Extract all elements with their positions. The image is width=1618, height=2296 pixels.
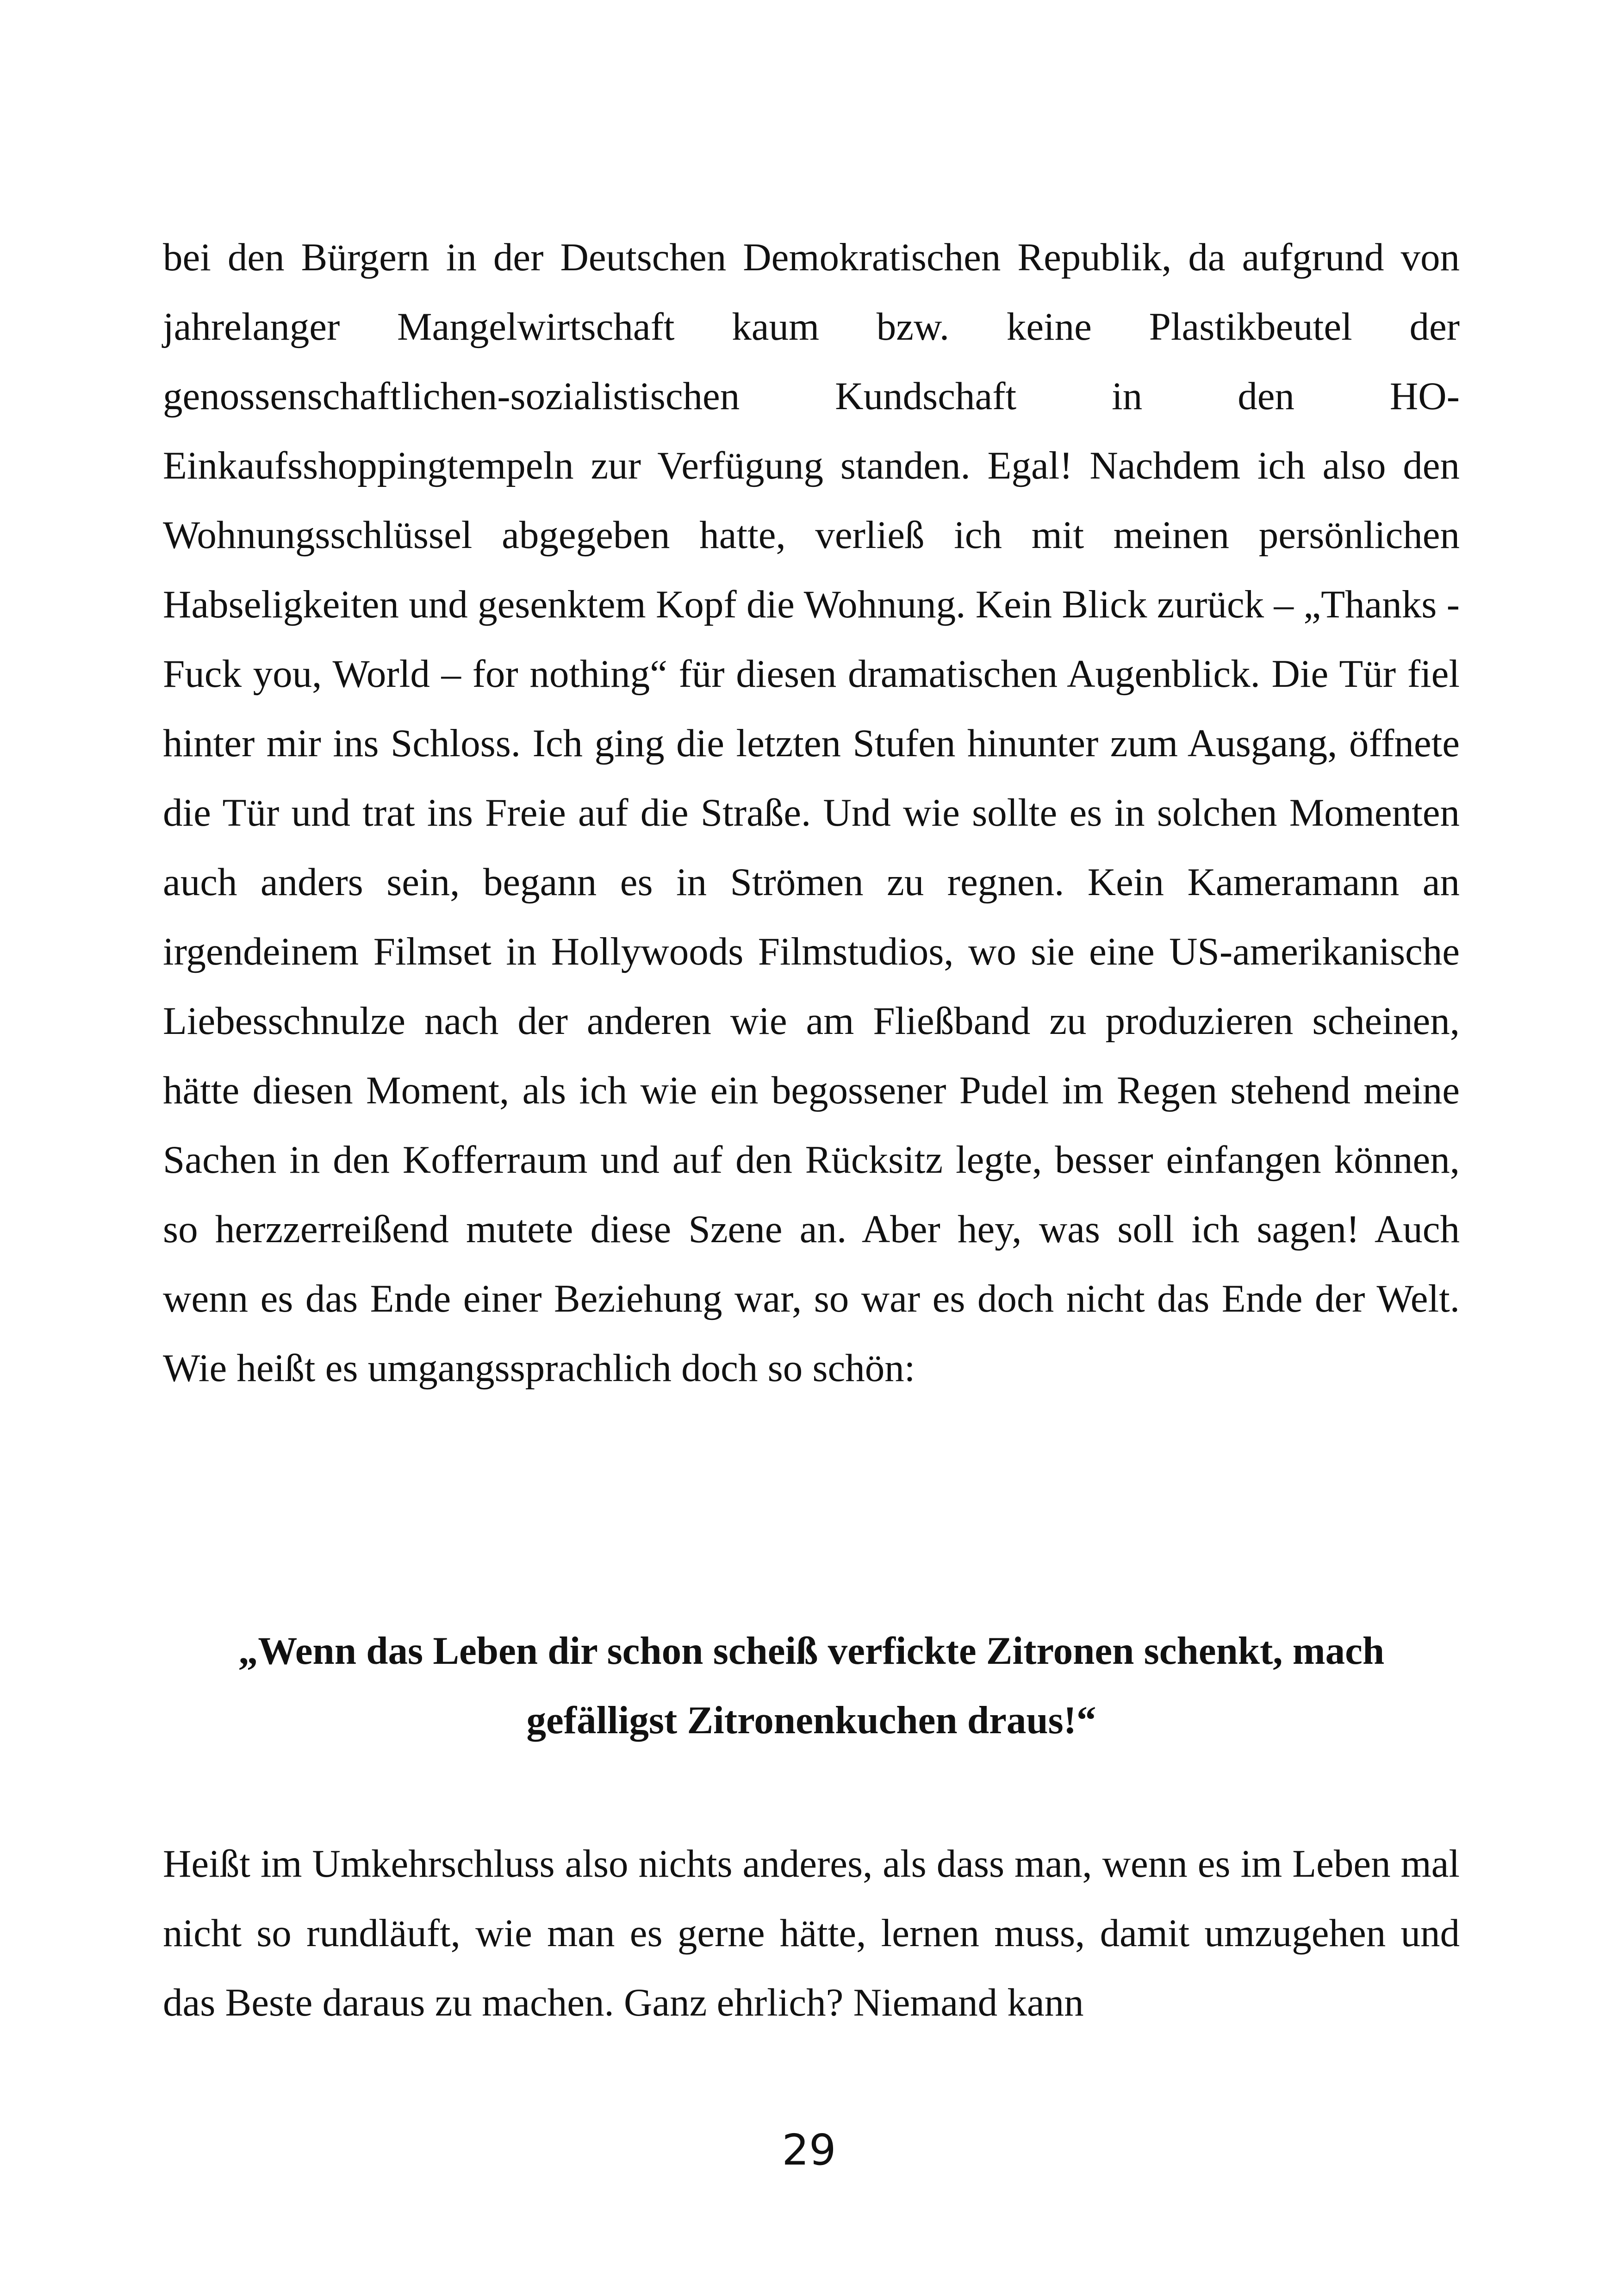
quote-block: „Wenn das Leben dir schon scheiß verfickte Zitronen schenkt, mach gefälligst Zitronenkuchen draus!“ [238, 1629, 1385, 1742]
page-number: 29 [782, 2125, 836, 2175]
body-paragraph: Heißt im Umkehrschluss also nichts anderes, als dass man, wenn es im Leben mal nicht so rundläuft, wie man es gerne hätte, lernen muss, damit umzugehen und das Beste daraus zu machen. Ganz ehrlich? Niemand kann [163, 1842, 1460, 2024]
body-paragraph: bei den Bürgern in der Deutschen Demokratischen Republik, da aufgrund von jahrelanger Mangelwirtschaft kaum bzw. keine Plastikbeutel der genossenschaftlichen-sozialistischen Kundschaft in den HO-Einkaufsshoppingtempeln zur Verfügung standen. Egal! Nachdem ich also den Wohnungsschlüssel abgegeben hatte, verließ ich mit meinen persönlichen Habseligkeiten und gesenktem Kopf die Wohnung. Kein Blick zurück – „Thanks - Fuck you, World – for nothing“ für diesen dramatischen Augenblick. Die Tür fiel hinter mir ins Schloss. Ich ging die letzten Stufen hinunter zum Ausgang, öffnete die Tür und trat ins Freie auf die Straße. Und wie sollte es in solchen Momenten auch anders sein, begann es in Strömen zu regnen. Kein Kameramann an irgendeinem Filmset in Hollywoods Filmstudios, wo sie eine US-amerikanische Liebesschnulze nach der anderen wie am Fließband zu produzieren scheinen, hätte diesen Moment, als ich wie ein begossener Pudel im Regen stehend meine Sachen in den Kofferraum und auf den Rücksitz legte, besser einfangen können, so herzzerreißend mutete diese Szene an. Aber hey, was soll ich sagen! Auch wenn es das Ende einer Beziehung war, so war es doch nicht das Ende der Welt. Wie heißt es umgangssprachlich doch so schön: [163, 236, 1460, 1390]
